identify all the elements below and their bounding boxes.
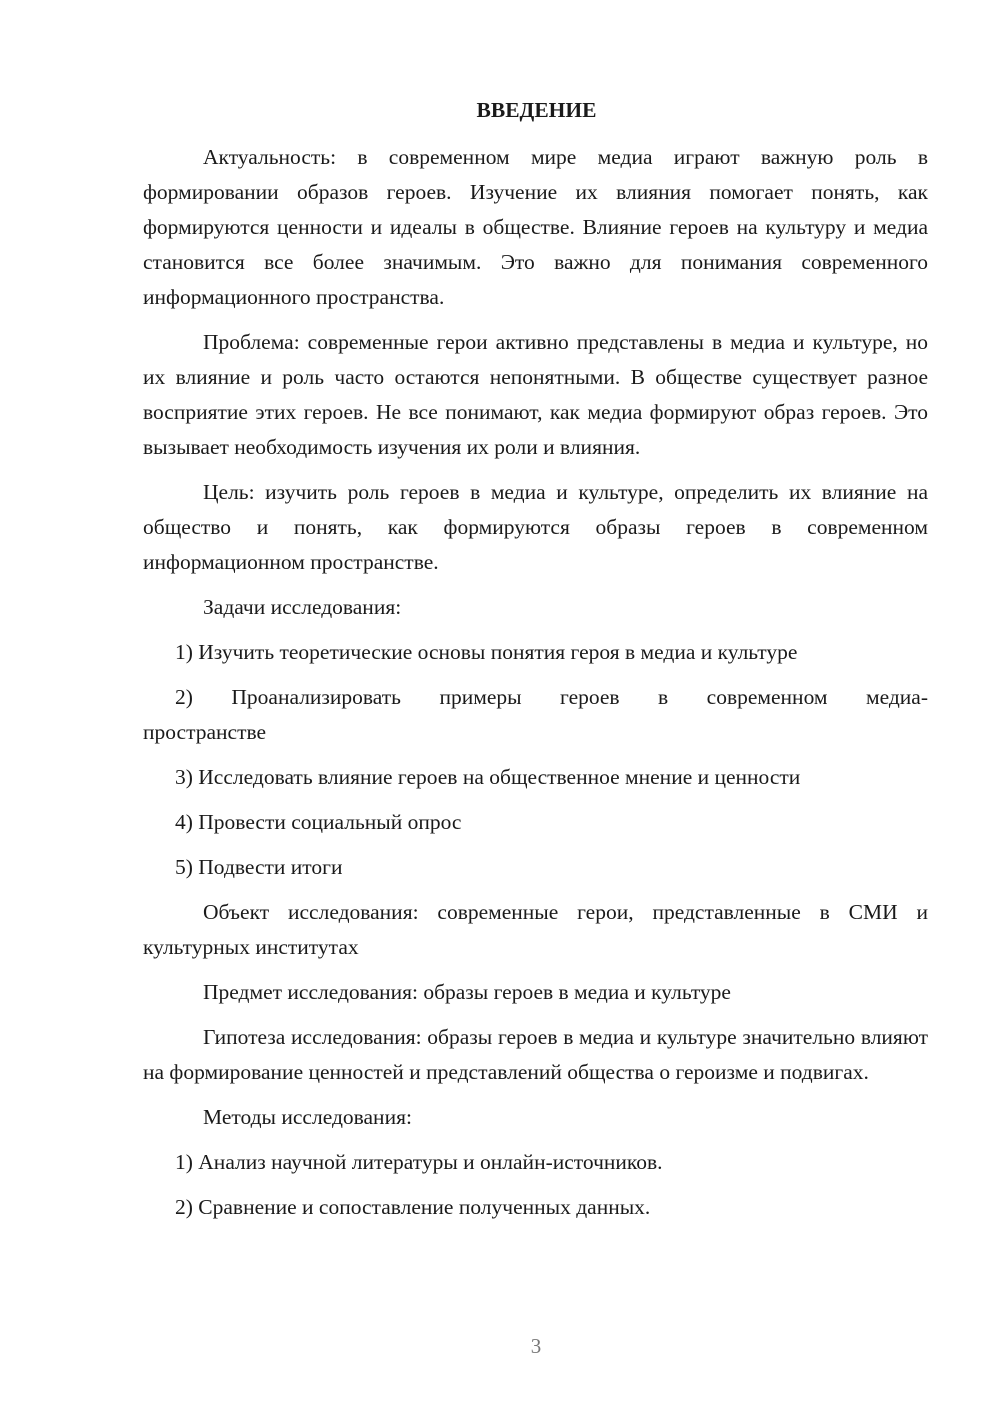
task-item-1: 1) Изучить теоретические основы понятия героя в медиа и культуре bbox=[175, 640, 798, 664]
task-item-3: 3) Исследовать влияние героев на общественное мнение и ценности bbox=[175, 765, 801, 789]
relevance-paragraph: Актуальность: в современном мире медиа играют важную роль в формировании образов героев. Изучение их влияния помогает понять, как формируются ценности и идеалы в обществе. Влияние героев на культуру и медиа становится все более значимым. Это важно для понимания современного информационного пространства. bbox=[143, 145, 928, 309]
subject-paragraph: Предмет исследования: образы героев в медиа и культуре bbox=[203, 980, 731, 1004]
document-page bbox=[143, 96, 928, 1235]
method-item-1: 1) Анализ научной литературы и онлайн-источников. bbox=[175, 1150, 663, 1174]
task-item-5: 5) Подвести итоги bbox=[175, 855, 343, 879]
problem-paragraph: Проблема: современные герои активно представлены в медиа и культуре, но их влияние и роль часто остаются непонятными. В обществе существует разное восприятие этих героев. Не все понимают, как медиа формируют образ героев. Это вызывает необходимость изучения их роли и влияния. bbox=[143, 330, 928, 459]
method-item-2: 2) Сравнение и сопоставление полученных данных. bbox=[175, 1195, 651, 1219]
task-item-4: 4) Провести социальный опрос bbox=[175, 810, 462, 834]
object-paragraph: Объект исследования: современные герои, представленные в СМИ и культурных институтах bbox=[143, 900, 928, 959]
hypothesis-paragraph: Гипотеза исследования: образы героев в медиа и культуре значительно влияют на формирование ценностей и представлений общества о героизме и подвигах. bbox=[143, 1025, 928, 1084]
task-item-2: 2) Проанализировать примеры героев в современном медиа-пространстве bbox=[143, 685, 928, 744]
page-number: 3 bbox=[530, 1334, 542, 1358]
tasks-heading: Задачи исследования: bbox=[203, 595, 402, 619]
goal-paragraph: Цель: изучить роль героев в медиа и культуре, определить их влияние на общество и понять, как формируются образы героев в современном информационном пространстве. bbox=[143, 480, 928, 574]
methods-heading: Методы исследования: bbox=[203, 1105, 412, 1129]
document-title: ВВЕДЕНИЕ bbox=[476, 98, 597, 122]
